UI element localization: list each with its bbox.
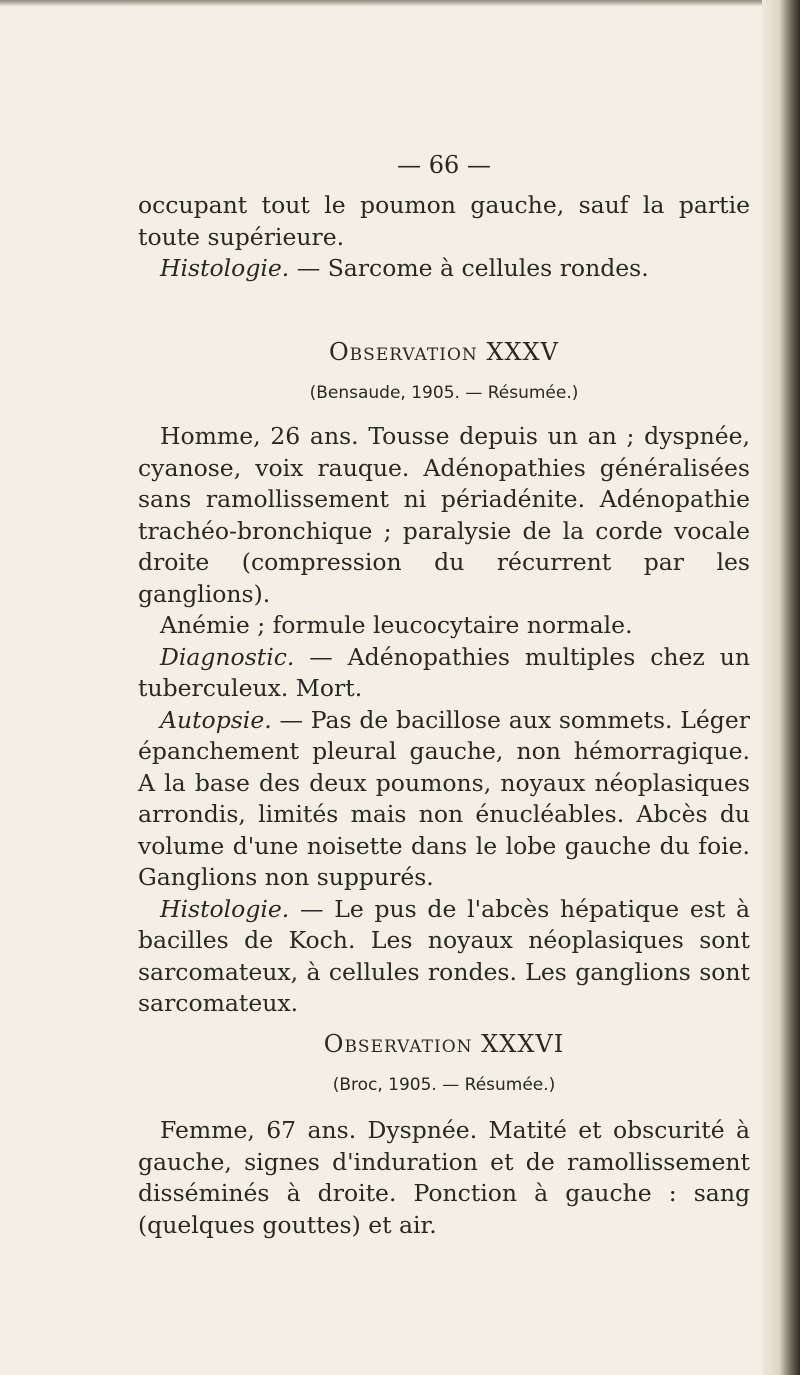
- intro-block: [138, 190, 750, 285]
- obs36-clinical: Femme, 67 ans. Dyspnée. Matité et obscurité à gauche, signes d'induration et de ramollissement disséminés à droite. Ponction à gauche : sang (quelques gouttes) et air.: [138, 1116, 750, 1239]
- histologie-text: — Le pus de l'abcès hépatique est à bacilles de Koch. Les noyaux néoplasiques sont sarcomateux, à cellules rondes. Les ganglions sont sarcomateux.: [138, 894, 750, 1017]
- obs35-diagnostic: [138, 642, 750, 705]
- histologie-label: Histologie.: [160, 254, 290, 282]
- diagnostic-label: Diagnostic.: [160, 642, 295, 671]
- obs35-anemie: Anémie ; formule leucocytaire normale.: [160, 611, 633, 639]
- histologie-label: Histologie.: [160, 894, 290, 923]
- diagnostic-text: — Adénopathies multiples chez un tuberculeux. Mort.: [138, 642, 750, 702]
- obs35-histologie: [138, 894, 750, 1020]
- observation-xxxv-title: Observation XXXV: [329, 338, 559, 366]
- autopsie-label: Autopsie.: [160, 705, 272, 734]
- observation-xxxvi-source: (Broc, 1905. — Résumée.): [332, 1075, 556, 1095]
- observation-xxxv-body: [138, 421, 750, 1020]
- observation-xxxv-source: (Bensaude, 1905. — Résumée.): [309, 383, 579, 403]
- observation-xxxvi-body: [138, 1115, 750, 1241]
- book-binding-edge: [762, 0, 800, 1375]
- histologie-text: — Sarcome à cellules rondes.: [289, 254, 649, 282]
- obs35-clinical: Homme, 26 ans. Tousse depuis un an ; dyspnée, cyanose, voix rauque. Adénopathies généralisées sans ramollissement ni périadénite. Adénopathie trachéo-bronchique ; paralysie de la corde vocale droite (compression du récurrent par les ganglions).: [138, 422, 750, 608]
- intro-continuation: occupant tout le poumon gauche, sauf la partie toute supérieure.: [138, 191, 750, 251]
- obs35-autopsie: [138, 705, 750, 894]
- intro-histologie: [138, 253, 750, 285]
- page-number: — 66 —: [397, 151, 491, 179]
- autopsie-text: — Pas de bacillose aux sommets. Léger épanchement pleural gauche, non hémorragique. A la base des deux poumons, noyaux néoplasiques arrondis, limités mais non énucléables. Abcès du volume d'une noisette dans le lobe gauche du foie. Ganglions non suppurés.: [138, 705, 750, 891]
- observation-xxxvi-title: Observation XXXVI: [323, 1030, 565, 1058]
- page-top-edge: [0, 0, 800, 6]
